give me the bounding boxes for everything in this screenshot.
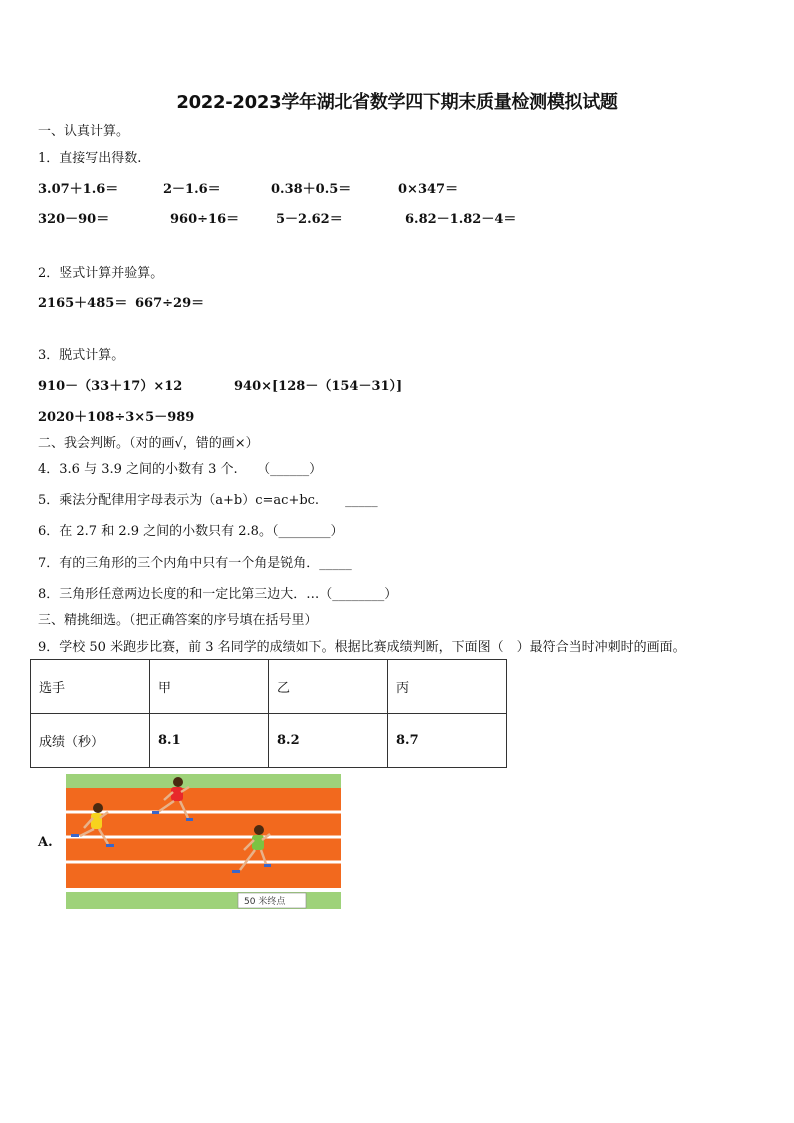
- option-a-label: A.: [38, 835, 53, 850]
- q1-label: 1．直接写出得数.: [38, 151, 142, 166]
- score-table: [30, 659, 507, 768]
- table-row: [31, 714, 507, 768]
- judge-item: 6．在 2.7 和 2.9 之间的小数只有 2.8。（________）: [38, 524, 344, 539]
- q2-label: 2．竖式计算并验算。: [38, 266, 164, 281]
- q1-item: 960÷16＝: [170, 212, 240, 227]
- q1-item: 3.07＋1.6＝: [38, 182, 119, 197]
- judge-item: 5．乘法分配律用字母表示为（a+b）c=ac+bc. _____: [38, 493, 378, 508]
- judge-item: 8．三角形任意两边长度的和一定比第三边大．…（________）: [38, 587, 398, 602]
- q3-item: 2020＋108÷3×5－989: [38, 410, 195, 425]
- track-edge: [66, 888, 341, 892]
- section3-heading: 三、精挑细选。（把正确答案的序号填在括号里）: [38, 613, 318, 628]
- table-cell: 8.1: [150, 714, 269, 768]
- q3-label: 3．脱式计算。: [38, 348, 125, 363]
- table-cell: 乙: [269, 660, 388, 714]
- table-cell: 选手: [31, 660, 150, 714]
- table-cell: 8.2: [269, 714, 388, 768]
- section2-heading: 二、我会判断。（对的画√，错的画×）: [38, 436, 259, 451]
- q3-item: 910－（33＋17）×12: [38, 379, 183, 394]
- table-cell: 成绩（秒）: [31, 714, 150, 768]
- judge-item: 7．有的三角形的三个内角中只有一个角是锐角．_____: [38, 556, 352, 571]
- running-track-illustration: [66, 774, 341, 909]
- q1-item: 2－1.6＝: [163, 182, 221, 197]
- q2-item: 2165＋485＝: [38, 296, 128, 311]
- table-cell: 丙: [388, 660, 507, 714]
- q1-item: 0×347＝: [398, 182, 459, 197]
- q2-item: 667÷29＝: [135, 296, 205, 311]
- q1-item: 6.82－1.82－4＝: [405, 212, 517, 227]
- table-cell: 甲: [150, 660, 269, 714]
- page-title: 2022-2023学年湖北省数学四下期末质量检测模拟试题: [176, 92, 618, 113]
- q3-item: 940×[128－（154－31）]: [234, 379, 403, 394]
- table-cell: 8.7: [388, 714, 507, 768]
- finish-label: 50 米终点: [244, 897, 286, 907]
- q9-text: 9．学校 50 米跑步比赛，前 3 名同学的成绩如下。根据比赛成绩判断，下面图（ ）最符合当时冲刺时的画面。: [38, 640, 686, 655]
- q1-item: 5－2.62＝: [276, 212, 343, 227]
- judge-item: 4．3.6 与 3.9 之间的小数有 3 个. （______）: [38, 462, 323, 477]
- table-header-row: [31, 660, 507, 714]
- q1-item: 320－90＝: [38, 212, 110, 227]
- section1-heading: 一、认真计算。: [38, 124, 130, 139]
- q1-item: 0.38＋0.5＝: [271, 182, 352, 197]
